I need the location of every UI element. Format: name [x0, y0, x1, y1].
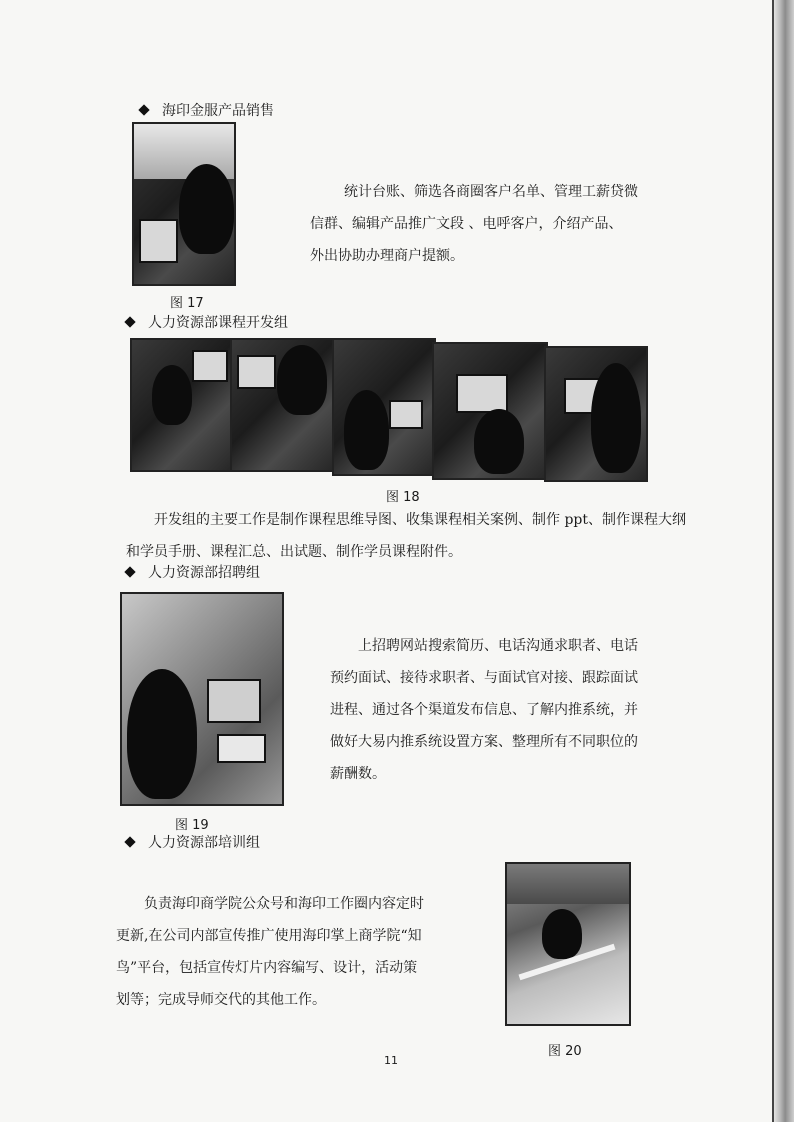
heading-text: 海印金服产品销售: [162, 103, 274, 119]
text-line: 开发组的主要工作是制作课程思维导图、收集课程相关案例、制作 ppt、制作课程大纲: [154, 512, 686, 528]
bullet-diamond-icon: [124, 566, 135, 577]
photo-course-1: [130, 338, 234, 472]
heading-text: 人力资源部课程开发组: [148, 315, 288, 331]
scan-edge-line: [772, 0, 774, 1122]
bullet-diamond-icon: [124, 316, 135, 327]
photo-recruit: [120, 592, 284, 806]
training-description: [116, 888, 424, 1016]
heading-text: 人力资源部招聘组: [148, 565, 260, 581]
course-description: [126, 504, 686, 568]
text-line: 负责海印商学院公众号和海印工作圈内容定时: [144, 896, 424, 912]
figure-caption-18: 图 18: [386, 490, 420, 505]
text-line: 信群、编辑产品推广文段 、电呼客户，介绍产品、: [310, 216, 623, 232]
text-line: 鸟”平台，包括宣传灯片内容编写、设计，活动策: [116, 960, 418, 976]
figure-caption-20: 图 20: [548, 1044, 582, 1059]
bullet-diamond-icon: [124, 836, 135, 847]
sales-description: [310, 176, 638, 208]
text-line: 预约面试、接待求职者、与面试官对接、跟踪面试: [330, 670, 638, 686]
text-line: 上招聘网站搜索简历、电话沟通求职者、电话: [358, 638, 638, 654]
photo-sales: [132, 122, 236, 286]
text-line: 划等；完成导师交代的其他工作。: [116, 992, 326, 1008]
photo-course-4: [432, 342, 548, 480]
text-line: 薪酬数。: [330, 766, 386, 782]
text-line: 做好大易内推系统设置方案、整理所有不同职位的: [330, 734, 638, 750]
page-number: 11: [384, 1054, 398, 1067]
scan-edge-shadow: [772, 0, 794, 1122]
text-line: 进程、通过各个渠道发布信息、了解内推系统，并: [330, 702, 638, 718]
photo-training: [505, 862, 631, 1026]
section-heading-course: [126, 312, 288, 332]
photo-course-5: [544, 346, 648, 482]
photo-course-2: [230, 338, 336, 472]
text-line: 更新,在公司内部宣传推广使用海印掌上商学院“知: [116, 928, 422, 944]
text-line: 统计台账、筛选各商圈客户名单、管理工薪贷微: [344, 184, 638, 200]
section-heading-sales: [140, 100, 274, 120]
photo-course-3: [332, 338, 436, 476]
section-heading-training: [126, 832, 260, 852]
sales-description-cont: [310, 208, 622, 272]
figure-caption-17: 图 17: [170, 296, 204, 311]
bullet-diamond-icon: [138, 104, 149, 115]
text-line: 外出协助办理商户提额。: [310, 248, 464, 264]
text-line: 和学员手册、课程汇总、出试题、制作学员课程附件。: [126, 544, 462, 560]
recruit-description: [330, 630, 638, 790]
section-heading-recruit: [126, 562, 260, 582]
heading-text: 人力资源部培训组: [148, 835, 260, 851]
figure-caption-19: 图 19: [175, 818, 209, 833]
